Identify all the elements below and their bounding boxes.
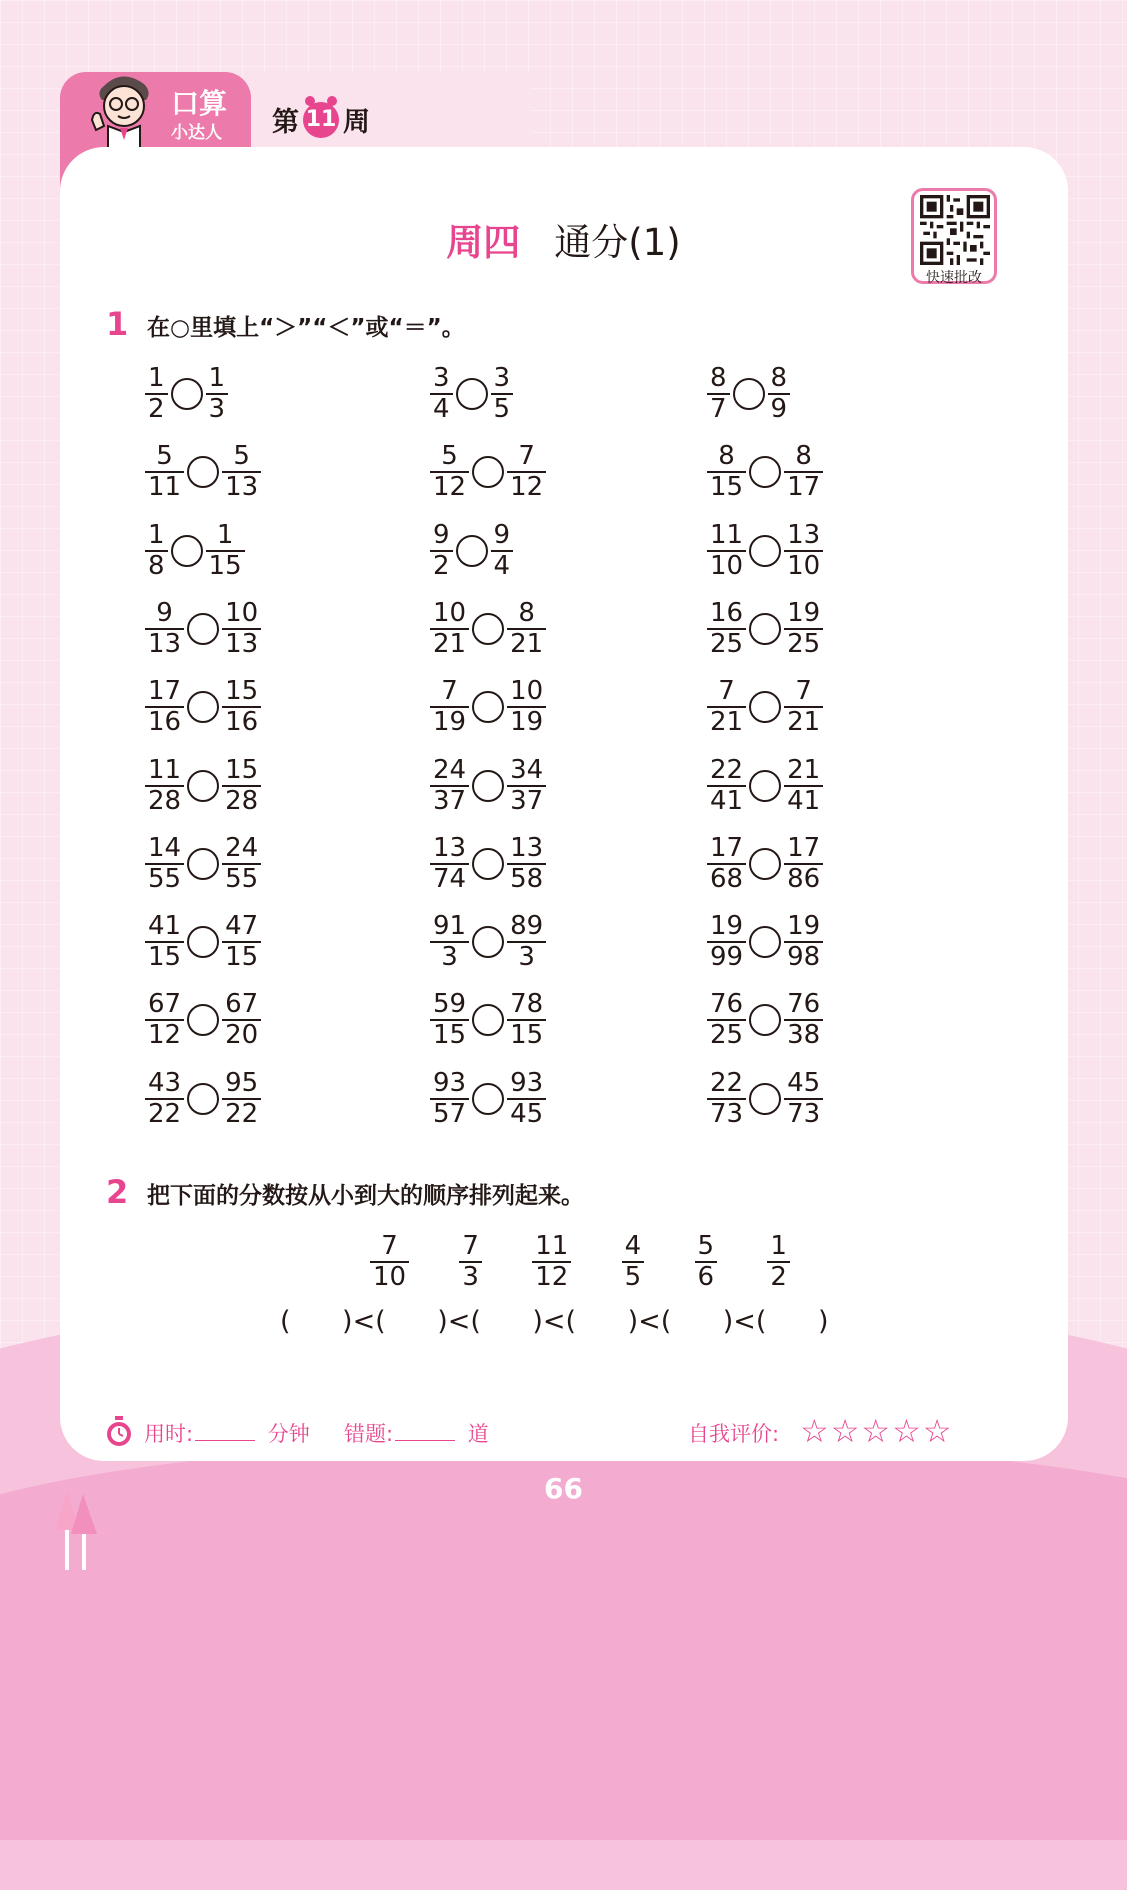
left-fraction [145,990,184,1050]
left-fraction [430,912,469,972]
denominator: 22 [225,1098,259,1129]
time-unit: 分钟 [267,1422,310,1446]
left-fraction [430,756,469,816]
left-fraction [430,364,453,424]
numerator: 8 [770,363,788,393]
left-fraction [430,1069,469,1129]
numerator: 76 [710,989,744,1020]
denominator: 38 [787,1020,821,1051]
right-fraction [222,677,261,737]
comparison-problem [430,754,546,818]
right-fraction [784,1069,823,1129]
denominator: 21 [787,707,821,738]
denominator: 2 [770,1262,787,1292]
denominator: 28 [148,785,182,816]
compare-circle-blank[interactable] [749,1004,781,1036]
denominator: 16 [148,707,182,738]
right-fraction [491,521,514,581]
denominator: 98 [787,942,821,973]
numerator: 34 [510,754,544,785]
denominator: 73 [787,1098,821,1129]
compare-circle-blank[interactable] [733,378,765,410]
denominator: 19 [433,707,467,738]
page-number: 66 [544,1472,583,1505]
numerator: 11 [535,1231,569,1261]
numerator: 7 [441,676,458,707]
comparison-problem [145,597,261,661]
comparison-problem [430,675,546,739]
right-fraction [222,1069,261,1129]
compare-circle-blank[interactable] [187,456,219,488]
numerator: 89 [510,911,544,942]
left-fraction [707,599,746,659]
comparison-problem [707,754,823,818]
numerator: 47 [225,911,259,942]
errors-label: 错题: [344,1422,394,1446]
denominator: 57 [433,1098,467,1129]
numerator: 10 [433,597,467,628]
denominator: 25 [787,628,821,659]
numerator: 67 [225,989,259,1020]
numerator: 8 [795,441,812,472]
denominator: 73 [710,1098,744,1129]
order-fraction [532,1232,571,1292]
left-fraction [430,599,469,659]
fractions-to-order [370,1230,790,1294]
comparison-problem [707,519,823,583]
self-eval-label: 自我评价: [688,1422,780,1446]
left-fraction [707,677,746,737]
right-fraction [507,1069,546,1129]
qr-code-icon [920,195,990,265]
numerator: 14 [148,832,182,863]
numerator: 13 [510,832,544,863]
page-title-topic: 通分(1) [554,221,681,264]
denominator: 55 [225,863,259,894]
order-fraction [370,1232,409,1292]
numerator: 17 [787,832,821,863]
comparison-problem [145,832,261,896]
denominator: 3 [441,942,458,973]
denominator: 2 [433,550,450,581]
left-fraction [430,990,469,1050]
numerator: 17 [148,676,182,707]
denominator: 16 [225,707,259,738]
numerator: 19 [787,597,821,628]
errors-blank[interactable] [395,1422,455,1441]
denominator: 21 [433,628,467,659]
right-fraction [206,521,245,581]
left-fraction [145,677,184,737]
compare-circle-blank[interactable] [472,1004,504,1036]
right-fraction [507,599,546,659]
right-fraction [222,990,261,1050]
left-fraction [707,990,746,1050]
tree-decoration-icon [55,1490,105,1570]
right-fraction [784,442,823,502]
numerator: 3 [433,363,450,393]
comparison-problem [707,597,823,661]
comparison-problem [145,1067,261,1131]
numerator: 17 [710,832,744,863]
qr-label: 快速批改 [926,270,982,286]
left-fraction [145,1069,184,1129]
comparison-problem [707,832,823,896]
numerator: 13 [433,832,467,863]
numerator: 11 [710,519,744,550]
right-fraction [507,756,546,816]
numerator: 8 [710,363,727,393]
right-fraction [222,756,261,816]
denominator: 13 [148,628,182,659]
right-fraction [507,912,546,972]
numerator: 5 [441,441,458,472]
left-fraction [707,834,746,894]
compare-circle-blank[interactable] [472,691,504,723]
order-fraction [459,1232,482,1292]
compare-circle-blank[interactable] [187,1083,219,1115]
comparison-problem [145,988,261,1052]
numerator: 93 [510,1067,544,1098]
numerator: 8 [718,441,735,472]
comparison-problem [145,440,261,504]
numerator: 3 [493,363,511,393]
numerator: 7 [381,1231,398,1261]
denominator: 15 [225,942,259,973]
denominator: 25 [710,1020,744,1051]
denominator: 2 [148,394,165,424]
numerator: 21 [787,754,821,785]
denominator: 55 [148,863,182,894]
section1-instruction: 在○里填上“＞”“＜”或“＝”。 [147,315,465,341]
time-label: 用时: [144,1422,194,1446]
numerator: 76 [787,989,821,1020]
denominator: 12 [535,1262,569,1292]
numerator: 16 [710,597,744,628]
left-fraction [707,442,746,502]
denominator: 15 [710,472,744,503]
comparison-problem [430,597,546,661]
right-fraction [507,442,546,502]
left-fraction [430,834,469,894]
denominator: 74 [433,863,467,894]
compare-circle-blank[interactable] [749,770,781,802]
compare-circle-blank[interactable] [472,848,504,880]
compare-circle-blank[interactable] [456,535,488,567]
denominator: 3 [518,942,535,973]
denominator: 19 [510,707,544,738]
brand-subtitle: 小达人 [171,123,222,143]
compare-circle-blank[interactable] [187,770,219,802]
denominator: 10 [787,550,821,581]
denominator: 37 [510,785,544,816]
comparison-problem [430,1067,546,1131]
denominator: 11 [148,472,182,503]
numerator: 11 [148,754,182,785]
compare-circle-blank[interactable] [187,1004,219,1036]
left-fraction [430,677,469,737]
denominator: 13 [225,472,259,503]
numerator: 78 [510,989,544,1020]
compare-circle-blank[interactable] [749,613,781,645]
numerator: 7 [462,1231,479,1261]
denominator: 15 [208,550,242,581]
left-fraction [145,521,168,581]
denominator: 3 [462,1262,479,1292]
denominator: 3 [208,394,226,424]
right-fraction [206,364,229,424]
self-eval-stars[interactable]: ☆☆☆☆☆ [800,1412,954,1450]
comparison-problem [707,1067,823,1131]
order-fraction [622,1232,645,1292]
right-fraction [222,912,261,972]
numerator: 5 [156,441,173,472]
denominator: 15 [148,942,182,973]
left-fraction [145,912,184,972]
compare-circle-blank[interactable] [749,456,781,488]
order-fraction [695,1232,718,1292]
comparison-problem [430,832,546,896]
comparison-problem [145,519,245,583]
compare-circle-blank[interactable] [472,926,504,958]
comparison-problem [430,910,546,974]
numerator: 59 [433,989,467,1020]
left-fraction [707,521,746,581]
numerator: 41 [148,911,182,942]
error-count [344,1418,489,1448]
left-fraction [430,442,469,502]
comparison-problem [145,754,261,818]
denominator: 58 [510,863,544,894]
right-fraction [784,599,823,659]
denominator: 17 [787,472,821,503]
mascot-icon [82,70,162,150]
section1-number: 1 [106,305,129,343]
numerator: 43 [148,1067,182,1098]
numerator: 95 [225,1067,259,1098]
denominator: 37 [433,785,467,816]
compare-circle-blank[interactable] [472,456,504,488]
numerator: 9 [493,519,511,550]
denominator: 5 [493,394,511,424]
compare-circle-blank[interactable] [456,378,488,410]
numerator: 15 [225,676,259,707]
right-fraction [507,677,546,737]
right-fraction [222,442,261,502]
compare-circle-blank[interactable] [187,848,219,880]
compare-circle-blank[interactable] [472,770,504,802]
denominator: 20 [225,1020,259,1051]
right-fraction [784,912,823,972]
right-fraction [784,677,823,737]
numerator: 19 [710,911,744,942]
comparison-problem [707,362,790,426]
comparison-problem [707,910,823,974]
denominator: 22 [148,1098,182,1129]
numerator: 67 [148,989,182,1020]
left-fraction [145,364,168,424]
compare-circle-blank[interactable] [472,613,504,645]
denominator: 15 [510,1020,544,1051]
denominator: 4 [493,550,511,581]
comparison-problem [430,519,513,583]
denominator: 99 [710,942,744,973]
numerator: 13 [787,519,821,550]
numerator: 9 [433,519,450,550]
numerator: 45 [787,1067,821,1098]
week-label [272,100,370,139]
right-fraction [507,990,546,1050]
time-used [144,1418,310,1448]
numerator: 93 [433,1067,467,1098]
left-fraction [707,912,746,972]
compare-circle-blank[interactable] [171,378,203,410]
denominator: 15 [433,1020,467,1051]
right-fraction [222,599,261,659]
comparison-problem [430,440,546,504]
numerator: 7 [718,676,735,707]
compare-circle-blank[interactable] [187,926,219,958]
week-suffix: 周 [343,107,370,138]
numerator: 1 [208,363,226,393]
numerator: 1 [148,363,165,393]
numerator: 8 [518,597,535,628]
denominator: 13 [225,628,259,659]
compare-circle-blank[interactable] [749,1083,781,1115]
brand-title: 口算 [171,87,228,120]
left-fraction [430,521,453,581]
denominator: 45 [510,1098,544,1129]
left-fraction [707,364,730,424]
page-title-day: 周四 [446,221,521,264]
time-blank[interactable] [195,1422,255,1441]
numerator: 15 [225,754,259,785]
denominator: 8 [148,550,165,581]
left-fraction [145,756,184,816]
numerator: 7 [795,676,812,707]
denominator: 12 [510,472,544,503]
numerator: 1 [216,519,234,550]
compare-circle-blank[interactable] [472,1083,504,1115]
order-fraction [767,1232,790,1292]
denominator: 68 [710,863,744,894]
qr-code[interactable] [911,188,997,284]
numerator: 1 [148,519,165,550]
right-fraction [784,834,823,894]
compare-circle-blank[interactable] [749,691,781,723]
denominator: 25 [710,628,744,659]
denominator: 7 [710,394,727,424]
denominator: 10 [710,550,744,581]
comparison-problem [430,362,513,426]
numerator: 9 [156,597,173,628]
left-fraction [707,756,746,816]
right-fraction [222,834,261,894]
numerator: 22 [710,754,744,785]
right-fraction [768,364,791,424]
numerator: 10 [510,676,544,707]
denominator: 41 [787,785,821,816]
denominator: 41 [710,785,744,816]
denominator: 12 [433,472,467,503]
comparison-problem [707,988,823,1052]
right-fraction [507,834,546,894]
left-fraction [707,1069,746,1129]
compare-circle-blank[interactable] [749,535,781,567]
right-fraction [491,364,514,424]
right-fraction [784,990,823,1050]
left-fraction [145,442,184,502]
numerator: 4 [624,1231,642,1261]
errors-unit: 道 [467,1422,489,1446]
compare-circle-blank[interactable] [187,691,219,723]
numerator: 5 [233,441,250,472]
left-fraction [145,834,184,894]
week-number-badge: 11 [303,102,339,138]
left-fraction [145,599,184,659]
denominator: 21 [710,707,744,738]
denominator: 5 [624,1262,642,1292]
denominator: 6 [697,1262,715,1292]
numerator: 24 [433,754,467,785]
numerator: 7 [518,441,535,472]
compare-circle-blank[interactable] [749,848,781,880]
denominator: 12 [148,1020,182,1051]
compare-circle-blank[interactable] [171,535,203,567]
compare-circle-blank[interactable] [749,926,781,958]
stopwatch-icon [105,1416,133,1448]
comparison-problem [145,910,261,974]
right-fraction [784,521,823,581]
numerator: 24 [225,832,259,863]
comparison-problem [145,675,261,739]
denominator: 86 [787,863,821,894]
right-fraction [784,756,823,816]
numerator: 10 [225,597,259,628]
order-answer-blanks[interactable]: ( )<( )<( )<( )<( )<( ) [280,1306,829,1337]
denominator: 10 [373,1262,407,1292]
numerator: 19 [787,911,821,942]
comparison-problem [430,988,546,1052]
numerator: 1 [770,1231,787,1261]
section2-instruction: 把下面的分数按从小到大的顺序排列起来。 [147,1183,584,1209]
comparison-problem [707,440,823,504]
numerator: 5 [697,1231,715,1261]
denominator: 21 [510,628,544,659]
numerator: 91 [433,911,467,942]
numerator: 22 [710,1067,744,1098]
comparison-problem [707,675,823,739]
denominator: 28 [225,785,259,816]
comparison-problem [145,362,228,426]
denominator: 4 [433,394,450,424]
compare-circle-blank[interactable] [187,613,219,645]
denominator: 9 [770,394,788,424]
week-prefix: 第 [272,107,299,138]
section2-number: 2 [106,1173,129,1211]
